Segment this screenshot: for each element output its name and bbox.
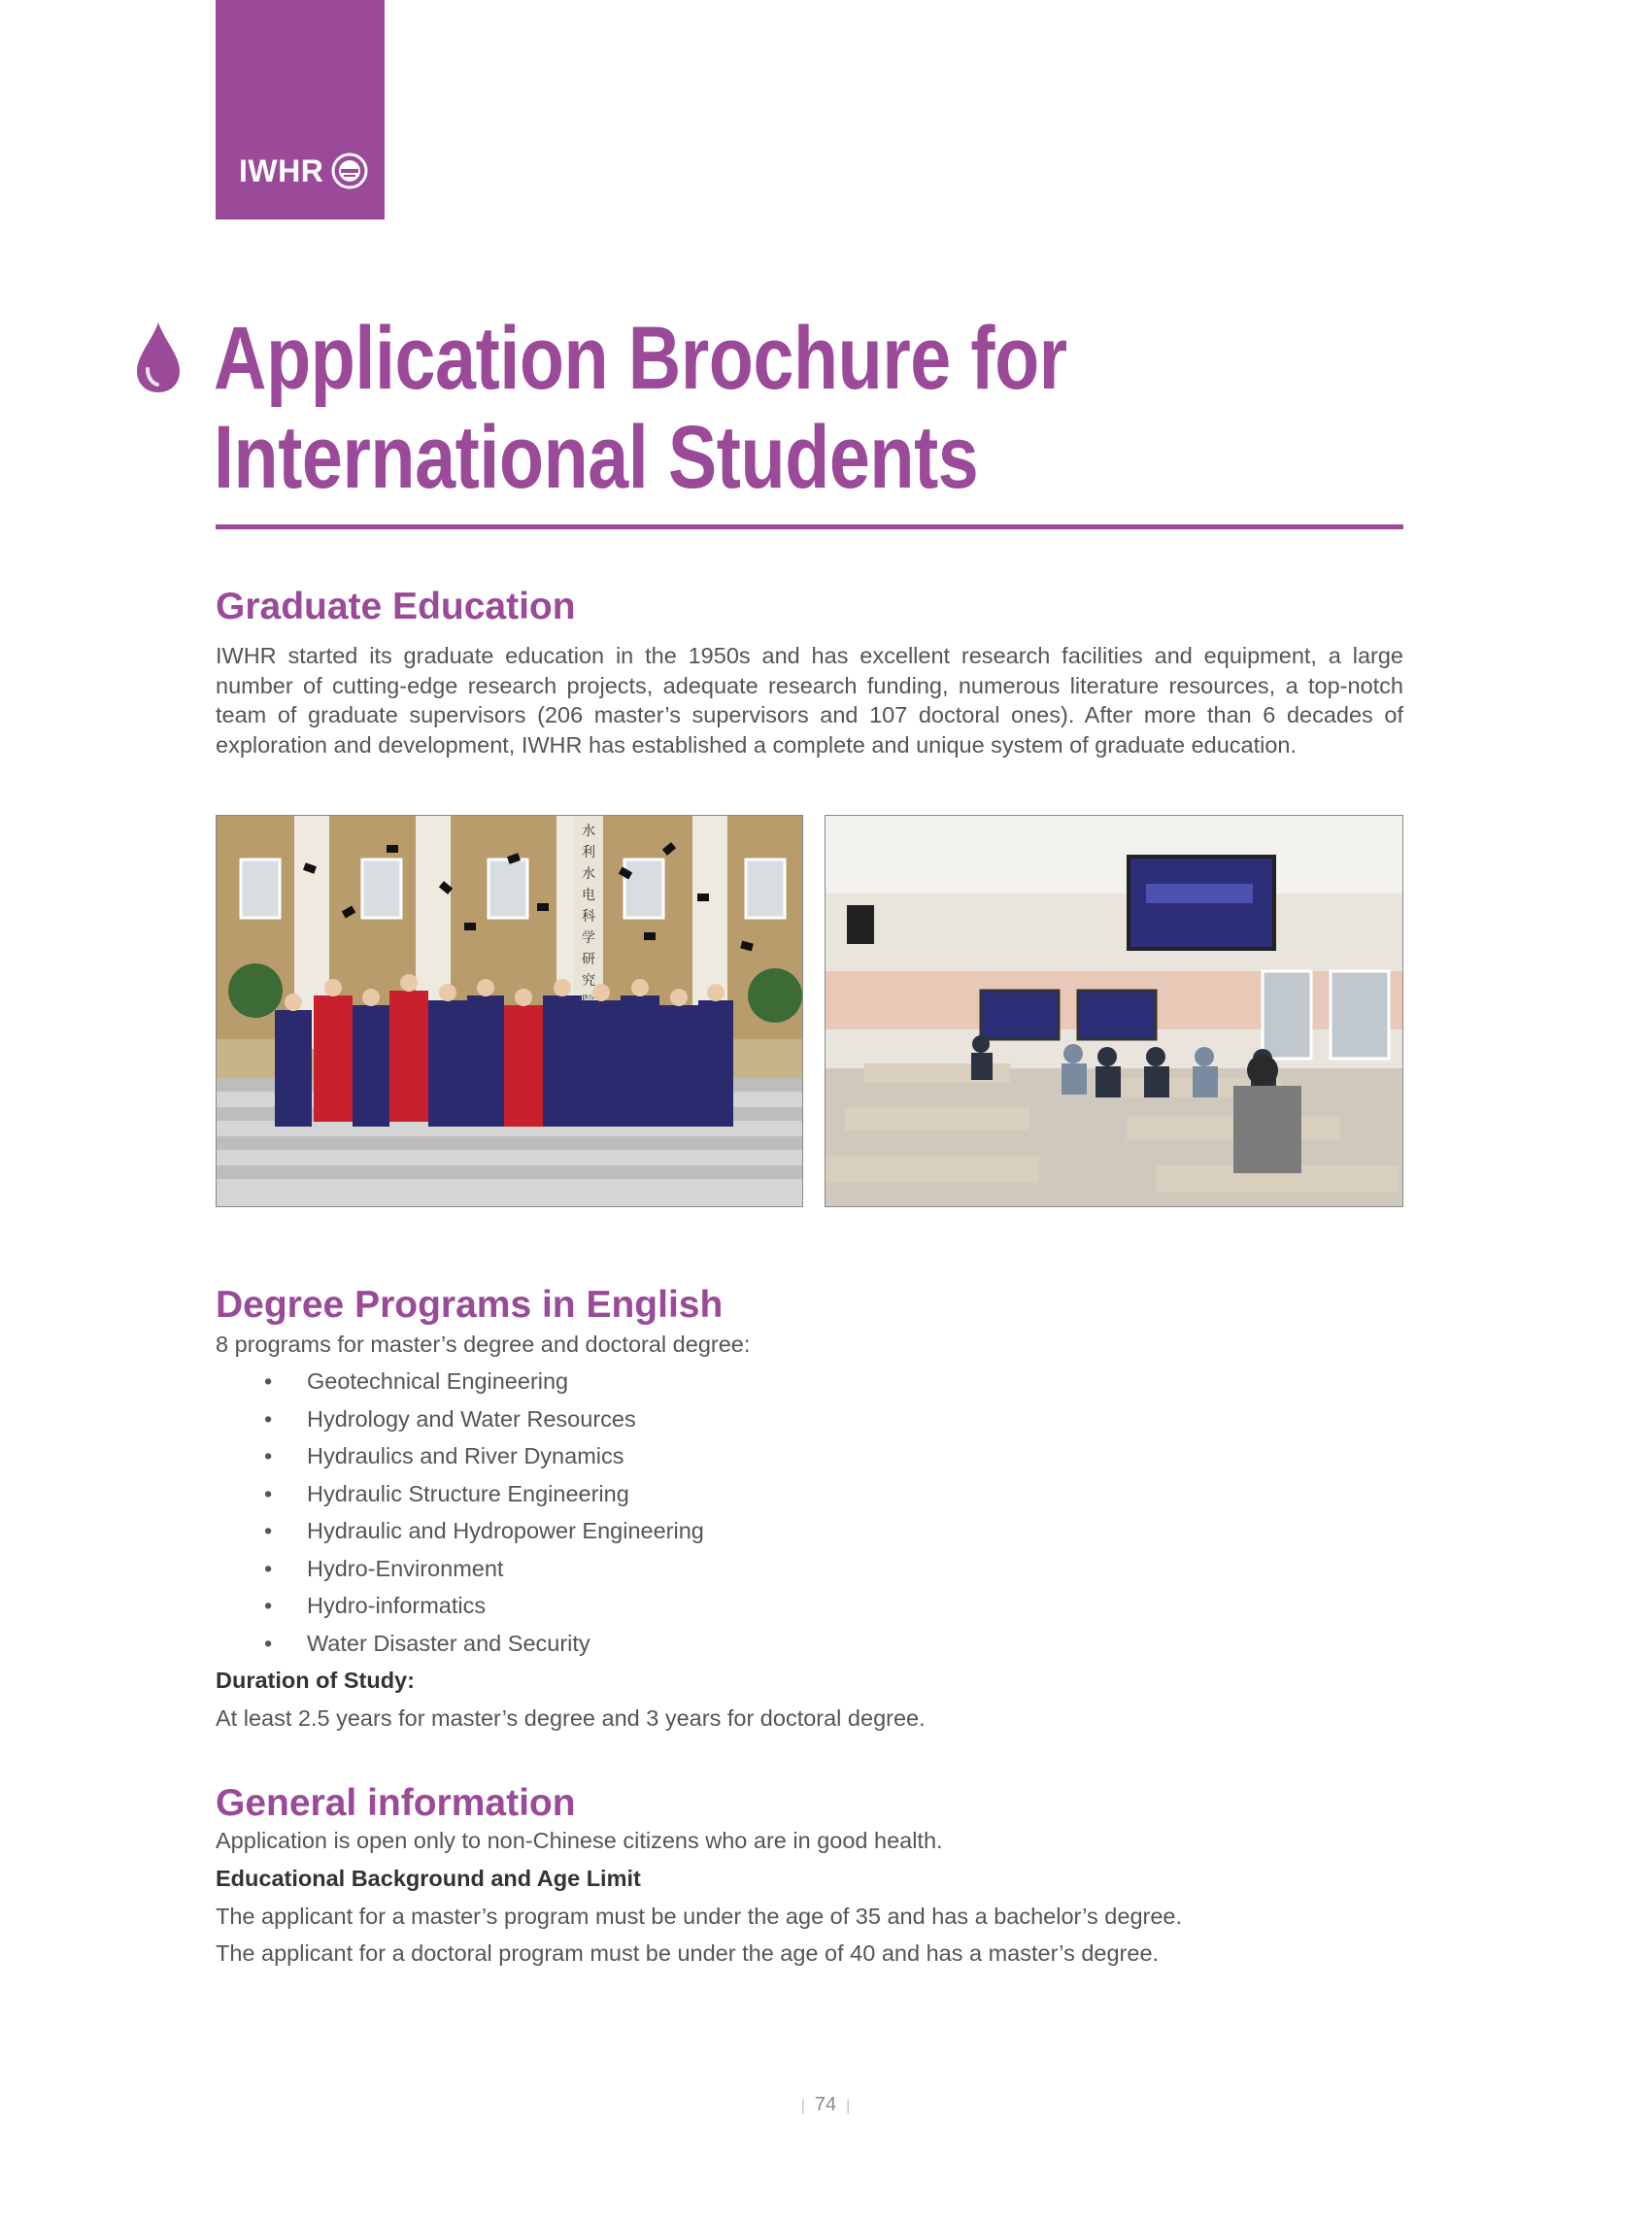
general-information-heading: General information	[216, 1782, 576, 1824]
iwhr-logo-icon	[330, 152, 369, 190]
svg-text:水: 水	[582, 824, 595, 839]
page-title	[214, 309, 1169, 507]
page-separator-right: |	[846, 2098, 851, 2114]
svg-text:电: 电	[582, 888, 595, 903]
page-number	[777, 2094, 874, 2116]
svg-text:水: 水	[582, 866, 595, 882]
page-title-line-1: Application Brochure for	[214, 309, 1067, 408]
bullet: •	[264, 1593, 273, 1618]
general-information-line-2: The applicant for a master’s program must be under the age of 35 and has a bachelor’s degree.	[216, 1904, 1183, 1929]
water-drop-icon	[135, 320, 182, 394]
graduation-photo	[216, 815, 803, 1207]
svg-text:究: 究	[582, 973, 595, 989]
bullet: •	[264, 1480, 273, 1506]
program-name: Hydraulics and River Dynamics	[307, 1443, 624, 1468]
program-name: Hydro-Environment	[307, 1555, 504, 1581]
program-name: Hydro-informatics	[307, 1593, 487, 1618]
svg-text:学: 学	[582, 930, 595, 946]
header-tab	[216, 0, 385, 219]
educational-background-heading: Educational Background and Age Limit	[216, 1866, 641, 1891]
program-name: Hydraulic and Hydropower Engineering	[307, 1518, 704, 1543]
duration-text: At least 2.5 years for master’s degree and 3 years for doctoral degree.	[216, 1705, 926, 1731]
duration-label: Duration of Study:	[216, 1668, 415, 1693]
general-information-line-1: Application is open only to non-Chinese citizens who are in good health.	[216, 1828, 943, 1853]
program-name: Geotechnical Engineering	[307, 1368, 569, 1394]
degree-programs-heading: Degree Programs in English	[216, 1284, 724, 1326]
degree-programs-intro: 8 programs for master’s degree and doctoral degree:	[216, 1332, 751, 1357]
bullet: •	[264, 1555, 273, 1581]
bullet: •	[264, 1518, 273, 1543]
building-sign	[582, 823, 595, 1010]
program-name: Hydrology and Water Resources	[307, 1405, 636, 1432]
classroom-photo	[825, 815, 1403, 1207]
general-information-line-3: The applicant for a doctoral program must be under the age of 40 and has a master’s degree.	[216, 1940, 1160, 1966]
svg-text:研: 研	[582, 952, 595, 967]
program-name: Water Disaster and Security	[307, 1630, 590, 1656]
bullet: •	[264, 1405, 273, 1432]
graduate-education-body: IWHR started its graduate education in the 1950s and has excellent research facilities and equipment, a large number of cutting-edge research projects, adequate research funding, numerous literature resources, a top-notch team of graduate supervisors (206 master’s supervisors and 107 doctoral ones). After more than 6 decades of exploration and development, IWHR has established a complete and unique system of graduate education.	[216, 643, 1403, 758]
graduate-education-heading: Graduate Education	[216, 586, 576, 627]
svg-text:科: 科	[582, 909, 595, 925]
bullet: •	[264, 1368, 273, 1394]
page-title-line-2: International Students	[214, 408, 979, 507]
program-name: Hydraulic Structure Engineering	[307, 1480, 629, 1506]
bullet: •	[264, 1443, 273, 1468]
svg-text:利: 利	[582, 845, 595, 860]
page-separator-left: |	[800, 2098, 805, 2114]
page-number-value: 74	[814, 2094, 837, 2115]
org-label: IWHR	[239, 153, 324, 188]
bullet: •	[264, 1630, 273, 1656]
title-divider	[216, 524, 1403, 529]
